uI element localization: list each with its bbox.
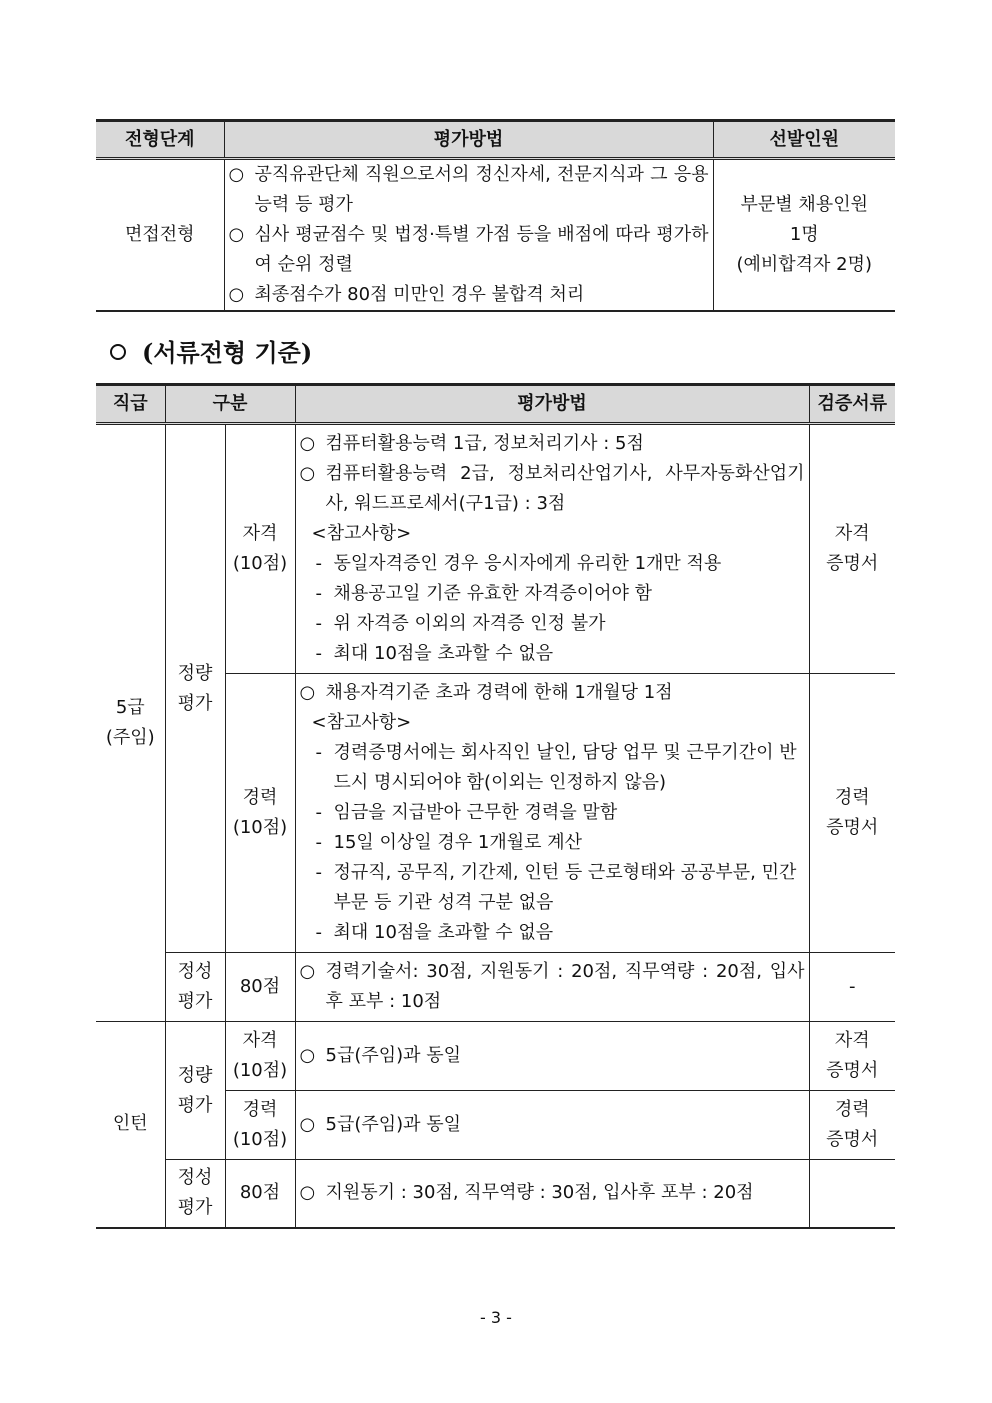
method-item: ○ 지원동기 : 30점, 직무역량 : 30점, 입사후 포부 : 20점 <box>299 1182 754 1204</box>
intern-career-doc-cell <box>809 1091 895 1160</box>
header-category: 구분 <box>165 385 295 424</box>
interview-stage-table <box>96 119 895 312</box>
method-cell <box>224 159 713 312</box>
points-label: (10점) <box>232 1060 288 1081</box>
category-label: 정성 <box>177 961 213 982</box>
subcategory-label: 경력 <box>242 787 278 808</box>
category-label: 평가 <box>177 1094 213 1116</box>
stage-cell: 면접전형 <box>96 159 224 312</box>
header-method: 평가방법 <box>295 385 809 424</box>
points-label: (10점) <box>232 1129 288 1150</box>
intern-qualitative-cell <box>165 1160 225 1228</box>
qualitative-doc-cell: - <box>809 953 895 1022</box>
intern-career-method-cell <box>295 1091 809 1160</box>
category-label: 정성 <box>177 1167 213 1189</box>
header-stage: 전형단계 <box>96 121 224 159</box>
certificate-cell <box>225 424 295 674</box>
page-number: - 3 - <box>480 1308 512 1327</box>
qualitative-cell <box>165 953 225 1022</box>
header-method: 평가방법 <box>224 121 713 159</box>
intern-certificate-method-cell <box>295 1022 809 1091</box>
doc-label: 경력 <box>834 1099 870 1120</box>
method-item: ○ 공직유관단체 직원으로서의 정신자세, 전문지식과 그 응용능력 등 평가 <box>228 164 709 215</box>
method-item: ○ 심사 평균점수 및 법정·특별 가점 등을 배점에 따라 평가하여 순위 정렬 <box>228 224 709 275</box>
intern-qualitative-method-cell <box>295 1160 809 1228</box>
method-item: ○ 컴퓨터활용능력 1급, 정보처리기사 : 5점 <box>299 433 644 454</box>
career-method-cell <box>295 674 809 953</box>
intern-certificate-doc-cell <box>809 1022 895 1091</box>
count-line: (예비합격자 2명) <box>736 254 873 275</box>
note-item: - 위 자격증 이외의 자격증 인정 불가 <box>315 613 606 634</box>
certificate-method-cell <box>295 424 809 674</box>
grade-label: 5급 <box>115 697 145 718</box>
note-label: <참고사항> <box>311 523 412 544</box>
count-line: 1명 <box>789 224 819 245</box>
quantitative-cell <box>165 424 225 953</box>
subcategory-label: 자격 <box>242 1030 278 1051</box>
subcategory-label: 경력 <box>242 1099 278 1120</box>
subcategory-label: 자격 <box>242 523 278 544</box>
circle-bullet-icon <box>110 344 126 360</box>
doc-label: 증명서 <box>826 553 879 574</box>
method-item: ○ 채용자격기준 초과 경력에 한해 1개월당 1점 <box>299 682 673 703</box>
count-line: 부문별 채용인원 <box>740 194 868 215</box>
note-item: - 정규직, 공무직, 기간제, 인턴 등 근로형태와 공공부문, 민간부문 등 기관 성격 구분 없음 <box>315 862 797 913</box>
career-doc-cell <box>809 674 895 953</box>
career-cell <box>225 674 295 953</box>
category-label: 평가 <box>177 692 213 714</box>
intern-quantitative-cell <box>165 1022 225 1160</box>
note-item: - 최대 10점을 초과할 수 없음 <box>315 643 554 664</box>
method-item: ○ 최종점수가 80점 미만인 경우 불합격 처리 <box>228 284 585 305</box>
doc-label: 증명서 <box>826 1129 879 1150</box>
section-title: (서류전형 기준) <box>142 338 313 367</box>
header-document: 검증서류 <box>809 385 895 424</box>
note-item: - 15일 이상일 경우 1개월로 계산 <box>315 832 583 853</box>
category-label: 정량 <box>177 1064 213 1086</box>
doc-label: 자격 <box>834 523 870 544</box>
section-heading <box>110 333 312 368</box>
doc-label: 경력 <box>834 787 870 808</box>
method-item: ○ 5급(주임)과 동일 <box>299 1114 462 1135</box>
note-item: - 임금을 지급받아 근무한 경력을 말함 <box>315 802 618 823</box>
intern-certificate-cell <box>225 1022 295 1091</box>
category-label: 평가 <box>177 991 213 1012</box>
points-label: (10점) <box>232 817 288 838</box>
note-item: - 최대 10점을 초과할 수 없음 <box>315 922 554 943</box>
points-label: (10점) <box>232 553 288 574</box>
method-item: ○ 경력기술서: 30점, 지원동기 : 20점, 직무역량 : 20점, 입사 후 포부 : 10점 <box>299 961 805 1012</box>
header-grade: 직급 <box>96 385 165 424</box>
qualitative-method-cell <box>295 953 809 1022</box>
intern-qualitative-points-cell: 80점 <box>225 1160 295 1228</box>
doc-label: 자격 <box>834 1030 870 1051</box>
note-item: - 채용공고일 기준 유효한 자격증이어야 함 <box>315 583 652 604</box>
doc-label: 증명서 <box>826 1060 879 1081</box>
intern-qualitative-doc-cell <box>809 1160 895 1228</box>
intern-career-cell <box>225 1091 295 1160</box>
note-label: <참고사항> <box>311 712 412 733</box>
note-item: - 동일자격증인 경우 응시자에게 유리한 1개만 적용 <box>315 553 722 574</box>
method-item: ○ 컴퓨터활용능력 2급, 정보처리산업기사, 사무자동화산업기사, 워드프로세서(구1급) : 3점 <box>299 463 805 514</box>
grade-5-cell <box>96 424 165 1022</box>
grade-label: (주임) <box>105 727 155 748</box>
doc-label: 증명서 <box>826 817 879 838</box>
method-item: ○ 5급(주임)과 동일 <box>299 1045 462 1066</box>
category-label: 평가 <box>177 1197 213 1219</box>
qualitative-points-cell: 80점 <box>225 953 295 1022</box>
intern-cell: 인턴 <box>96 1022 165 1228</box>
count-cell <box>713 159 895 312</box>
certificate-doc-cell <box>809 424 895 674</box>
header-count: 선발인원 <box>713 121 895 159</box>
note-item: - 경력증명서에는 회사직인 날인, 담당 업무 및 근무기간이 반드시 명시되어야 함(이외는 인정하지 않음) <box>315 742 797 793</box>
category-label: 정량 <box>177 662 213 684</box>
document-screening-table <box>96 383 895 1229</box>
